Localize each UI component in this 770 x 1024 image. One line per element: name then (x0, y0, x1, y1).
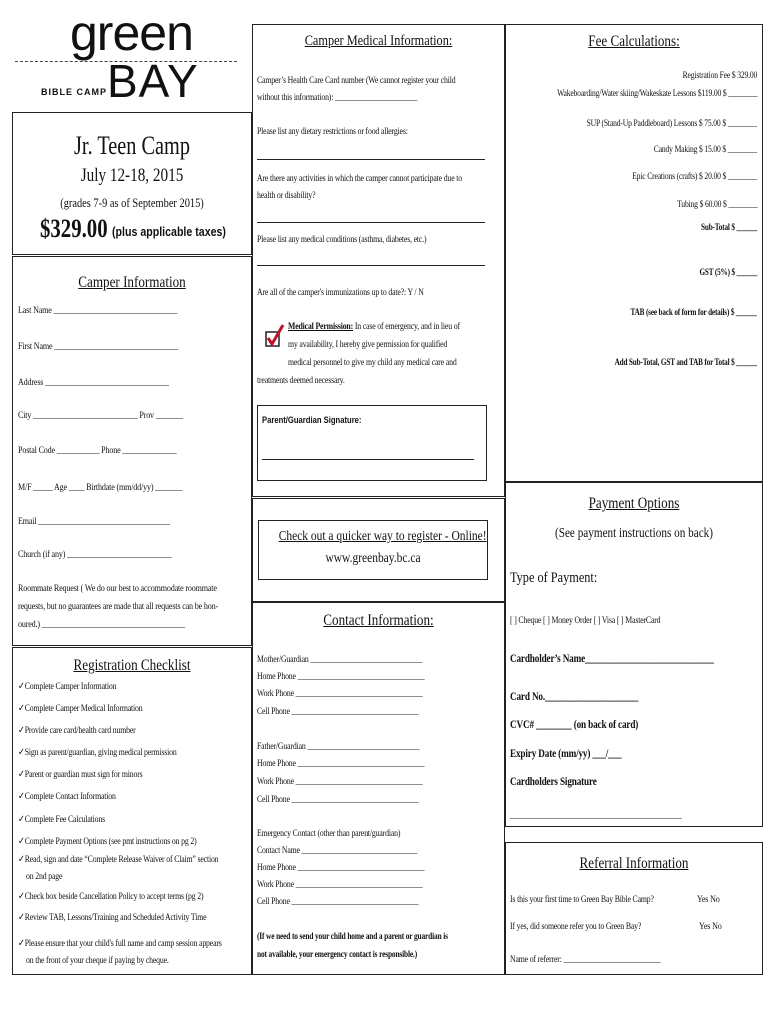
checkmark-icon: ✓ (18, 836, 25, 847)
cardholder-signature-label: Cardholders Signature (510, 776, 597, 788)
referrer-name-field[interactable]: Name of referrer: __________________________ (510, 955, 661, 965)
father-field[interactable]: Father/Guardian ______________________________ (257, 742, 420, 752)
checklist-item-label: Complete Camper Medical Information (24, 704, 143, 714)
checklist-item (18, 726, 136, 737)
mf-age-birthdate-field[interactable]: M/F _____ Age ____ Birthdate (mm/dd/yy) _______ (18, 483, 183, 493)
event-title: Jr. Teen Camp (74, 131, 190, 160)
fee-row[interactable]: TAB (see back of form for details) $ ______ (630, 307, 757, 317)
checklist-item-label: Complete Contact Information (24, 792, 116, 802)
fee-row[interactable]: Tubing $ 60.00 $ ________ (676, 200, 757, 210)
mother-work-phone[interactable]: Work Phone __________________________________ (257, 689, 423, 699)
permission-line-4: treatments deemed necessary. (257, 376, 345, 386)
fee-row[interactable]: Registration Fee $ 329.00 (682, 71, 757, 81)
emergency-note-1: (If we need to send your child home and a parent or guardian is (257, 932, 448, 942)
checklist-item (18, 704, 142, 715)
signature-line[interactable] (262, 459, 474, 460)
emergency-work-phone[interactable]: Work Phone __________________________________ (257, 880, 423, 890)
checklist-item (18, 855, 218, 866)
roommate-request-line2: requests, but no guarantees are made that all requests can be hon- (18, 602, 219, 612)
checklist-item-label: Please ensure that your child's full name and camp session appears (24, 939, 222, 949)
checkmark-icon: ✓ (18, 747, 25, 758)
activities-label-2: health or disability? (257, 191, 316, 201)
expiry-field[interactable]: Expiry Date (mm/yy) ___/___ (510, 748, 622, 760)
checkmark-icon: ✓ (18, 814, 25, 825)
checklist-item-label: Complete Fee Calculations (24, 815, 105, 825)
checklist-item-label: Review TAB, Lessons/Training and Scheduled Activity Time (24, 913, 207, 923)
checkmark-icon: ✓ (18, 681, 25, 692)
checklist-item-label: Sign as parent/guardian, giving medical permission (24, 748, 177, 758)
checklist-item (18, 815, 105, 826)
camper-info-heading: Camper Information (78, 274, 186, 291)
fee-row[interactable]: Sub-Total $ ______ (700, 222, 757, 232)
fee-row[interactable]: GST (5%) $ ______ (699, 267, 757, 277)
checklist-item (18, 792, 116, 803)
mother-cell-phone[interactable]: Cell Phone __________________________________ (257, 707, 419, 717)
first-name-field[interactable]: First Name ________________________________ (18, 342, 179, 352)
logo (15, 5, 240, 109)
checkmark-icon: ✓ (18, 854, 25, 865)
event-grades: (grades 7-9 as of September 2015) (60, 195, 204, 210)
roommate-request-field[interactable]: oured.) _____________________________________ (18, 620, 185, 630)
medical-heading: Camper Medical Information: (304, 33, 453, 49)
fee-row[interactable]: Add Sub-Total, GST and TAB for Total $ ______ (614, 357, 757, 367)
permission-text-1: In case of emergency, and in lieu of (353, 322, 460, 332)
referral-q1: Is this your first time to Green Bay Bible Camp? (510, 895, 654, 905)
emergency-cell-phone[interactable]: Cell Phone __________________________________ (257, 897, 419, 907)
cardholder-signature-line[interactable]: ______________________________________________ (510, 811, 682, 821)
checklist-item-label: Check box beside Cancellation Policy to accept terms (pg 2) (24, 892, 204, 902)
permission-line-2: my availability, I hereby give permission for qualified (288, 340, 448, 350)
referral-q1-answer[interactable]: Yes No (697, 895, 720, 905)
checklist-item (18, 682, 116, 693)
logo-bible-camp: BIBLE CAMP (41, 87, 107, 97)
mother-home-phone[interactable]: Home Phone __________________________________ (257, 672, 425, 682)
referral-q2: If yes, did someone refer you to Green Bay? (510, 922, 642, 932)
online-url[interactable]: www.greenbay.bc.ca (325, 551, 421, 566)
email-field[interactable]: Email __________________________________ (18, 517, 170, 527)
fee-row[interactable]: Epic Creations (crafts) $ 20.00 $ ________ (632, 172, 757, 182)
postal-phone-field[interactable]: Postal Code ___________ Phone ______________ (18, 446, 177, 456)
signature-label: Parent/Guardian Signature: (262, 415, 362, 425)
emergency-label: Emergency Contact (other than parent/guardian) (257, 829, 401, 839)
permission-line-3: medical personnel to give my child any medical care and (288, 358, 457, 368)
contact-heading: Contact Information: (323, 612, 434, 629)
payment-type-label: Type of Payment: (510, 570, 598, 586)
checkmark-icon: ✓ (18, 891, 25, 902)
checkmark-icon: ✓ (18, 769, 25, 780)
checklist-item-label: Complete Payment Options (see pmt instructions on pg 2) (24, 837, 197, 847)
checklist-item (18, 892, 203, 903)
checklist-item-12-cont: on the front of your cheque if paying by cheque. (26, 956, 169, 966)
fee-row[interactable]: Wakeboarding/Water skiing/Wakeskate Lessons $119.00 $ ________ (556, 89, 757, 99)
checklist-item-label: Provide care card/health card number (24, 726, 136, 736)
father-cell-phone[interactable]: Cell Phone __________________________________ (257, 795, 419, 805)
father-home-phone[interactable]: Home Phone __________________________________ (257, 759, 425, 769)
emergency-contact-name[interactable]: Contact Name _______________________________ (257, 846, 418, 856)
fee-row[interactable]: SUP (Stand-Up Paddleboard) Lessons $ 75.00 $ ________ (586, 119, 757, 129)
care-card-label: Camper’s Health Care Card number (We cannot register your child (257, 76, 456, 86)
activities-label-1: Are there any activities in which the camper cannot participate due to (257, 174, 463, 184)
cvc-field[interactable]: CVC# ________ (on back of card) (510, 719, 639, 731)
emergency-note-2: not available, your emergency contact is responsible.) (257, 950, 418, 960)
checklist-heading: Registration Checklist (73, 657, 191, 674)
card-number-field[interactable]: Card No._____________________ (510, 691, 639, 703)
checklist-item (18, 913, 206, 924)
event-price: $329.00 (40, 214, 108, 243)
conditions-label: Please list any medical conditions (asthma, diabetes, etc.) (257, 235, 427, 245)
checklist-item (18, 748, 177, 759)
checkmark-icon: ✓ (18, 703, 25, 714)
permission-label: Medical Permission: (288, 322, 354, 332)
checkmark-icon (265, 323, 285, 349)
payment-instructions: (See payment instructions on back) (554, 526, 713, 541)
last-name-field[interactable]: Last Name ________________________________ (18, 306, 178, 316)
emergency-home-phone[interactable]: Home Phone __________________________________ (257, 863, 425, 873)
permission-checkbox[interactable] (265, 323, 281, 345)
father-work-phone[interactable]: Work Phone __________________________________ (257, 777, 423, 787)
referral-q2-answer[interactable]: Yes No (699, 922, 722, 932)
immunizations-label[interactable]: Are all of the camper's immunizations up to date?: Y / N (257, 288, 424, 298)
conditions-line[interactable] (257, 265, 485, 266)
checklist-item-label: Read, sign and date “Complete Release Waiver of Claim” section (24, 855, 219, 865)
checklist-box (12, 647, 252, 975)
dietary-label: Please list any dietary restrictions or food allergies: (257, 127, 408, 137)
roommate-request-line1: Roommate Request ( We do our best to accommodate roommate (18, 584, 217, 594)
checkmark-icon: ✓ (18, 725, 25, 736)
event-dates: July 12-18, 2015 (80, 165, 184, 186)
checklist-item (18, 770, 143, 781)
church-field[interactable]: Church (if any) ___________________________ (18, 550, 172, 560)
dietary-line[interactable] (257, 159, 485, 160)
checkmark-icon: ✓ (18, 791, 25, 802)
logo-word-bay: BAY (107, 55, 199, 107)
fee-row[interactable]: Candy Making $ 15.00 $ ________ (653, 145, 757, 155)
checkmark-icon: ✓ (18, 912, 25, 923)
address-field[interactable]: Address ________________________________ (18, 378, 169, 388)
payment-type-options[interactable]: [ ] Cheque [ ] Money Order [ ] Visa [ ] MasterCard (510, 616, 661, 626)
online-register-link[interactable]: Check out a quicker way to register - Online! (278, 529, 487, 544)
event-price-note: (plus applicable taxes) (112, 225, 226, 239)
logo-word-green: green (70, 5, 193, 61)
cardholder-name-field[interactable]: Cardholder’s Name_____________________________ (510, 653, 714, 665)
checklist-item-label: Parent or guardian must sign for minors (24, 770, 143, 780)
checklist-item (18, 939, 222, 950)
fee-heading: Fee Calculations: (588, 33, 680, 50)
city-prov-field[interactable]: City ___________________________ Prov _______ (18, 411, 183, 421)
checklist-item-label: Complete Camper Information (24, 682, 117, 692)
permission-line-1 (288, 323, 460, 333)
checkmark-icon: ✓ (18, 938, 25, 949)
checklist-item (18, 837, 197, 848)
mother-field[interactable]: Mother/Guardian ______________________________ (257, 655, 423, 665)
checklist-item-9-cont: on 2nd page (26, 872, 63, 882)
referral-heading: Referral Information (579, 855, 689, 872)
payment-heading: Payment Options (588, 495, 680, 512)
care-card-field[interactable]: without this information): ______________________ (257, 93, 418, 103)
activities-line[interactable] (257, 222, 485, 223)
